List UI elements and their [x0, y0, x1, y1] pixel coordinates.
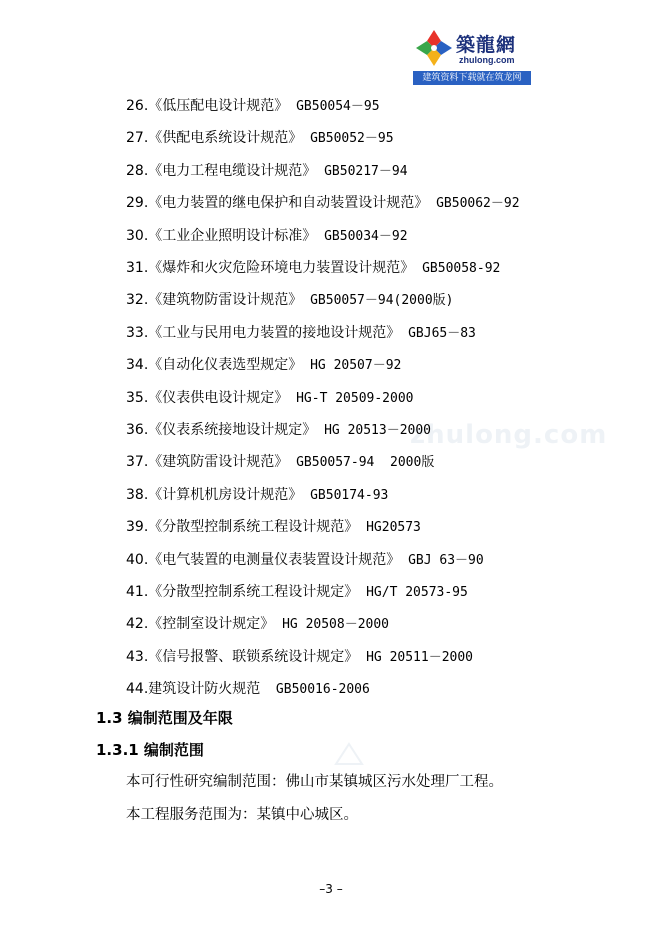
page-number: –3 – [319, 882, 343, 896]
list-item-code: GB50057－94(2000版) [302, 293, 454, 308]
list-item [126, 582, 468, 603]
paragraph: 本工程服务范围为：某镇中心城区。 [126, 807, 358, 823]
list-item-code: GB50058-92 [414, 261, 501, 276]
list-item-number: 35. [126, 390, 149, 406]
list-item-number: 27. [126, 130, 149, 146]
logo-brand-url: zhulong.com [459, 55, 515, 65]
list-item [126, 128, 394, 149]
list-item-number: 42. [126, 616, 149, 632]
list-item-number: 36. [126, 422, 149, 438]
list-item-code: HG 20513－2000 [316, 423, 432, 438]
list-item-code: GB50034－92 [316, 229, 408, 244]
list-item-title: 《电力工程电缆设计规范》 [148, 163, 317, 179]
list-item-title: 《爆炸和火灾危险环境电力装置设计规范》 [148, 260, 415, 276]
list-item [126, 161, 408, 182]
list-item-code: GB50174-93 [302, 488, 389, 503]
list-item-code: HG 20511－2000 [358, 650, 474, 665]
list-item-title: 《自动化仪表选型规定》 [148, 357, 303, 373]
list-item-title: 《低压配电设计规范》 [148, 98, 289, 114]
subsection-heading: 1.3.1 编制范围 [96, 741, 204, 759]
list-item-number: 33. [126, 325, 149, 341]
list-item-code: GB50054－95 [288, 99, 380, 114]
list-item [126, 517, 421, 538]
list-item-code: HG 20507－92 [302, 358, 402, 373]
list-item-title: 《仪表系统接地设计规定》 [148, 422, 317, 438]
list-item-code: GB50217－94 [316, 164, 408, 179]
watermark-icon [334, 742, 364, 770]
logo-slogan: 建筑资料下载就在筑龙网 [413, 71, 531, 85]
list-item-code: HG/T 20573-95 [358, 585, 468, 600]
list-item [126, 323, 476, 344]
list-item [126, 226, 408, 247]
list-item [126, 355, 401, 376]
list-item-title: 《建筑物防雷设计规范》 [148, 292, 303, 308]
list-item [126, 647, 473, 668]
list-item-number: 40. [126, 552, 149, 568]
list-item-title: 《工业与民用电力装置的接地设计规范》 [148, 325, 401, 341]
list-item-number: 39. [126, 519, 149, 535]
list-item [126, 420, 431, 441]
list-item-title: 《分散型控制系统工程设计规范》 [148, 519, 359, 535]
list-item-number: 38. [126, 487, 149, 503]
list-item-code: GBJ 63－90 [400, 553, 484, 568]
list-item-title: 《电气装置的电测量仪表装置设计规范》 [148, 552, 401, 568]
list-item-number: 34. [126, 357, 149, 373]
list-item [126, 290, 454, 311]
list-item-code: HG-T 20509-2000 [288, 391, 414, 406]
list-item-title: 《分散型控制系统工程设计规定》 [148, 584, 359, 600]
list-item-number: 44. [126, 681, 149, 697]
list-item-number: 32. [126, 292, 149, 308]
list-item-title: 建筑设计防火规范 [148, 681, 261, 697]
list-item [126, 193, 520, 214]
list-item-number: 43. [126, 649, 149, 665]
zhulong-pinwheel-icon [414, 28, 454, 68]
list-item-code: HG 20508－2000 [274, 617, 390, 632]
list-item-title: 《信号报警、联锁系统设计规定》 [148, 649, 359, 665]
list-item-number: 31. [126, 260, 149, 276]
list-item-title: 《计算机机房设计规范》 [148, 487, 303, 503]
list-item [126, 258, 500, 279]
list-item-code: GBJ65－83 [400, 326, 476, 341]
paragraph: 本可行性研究编制范围：佛山市某镇城区污水处理厂工程。 [126, 774, 503, 790]
list-item-number: 26. [126, 98, 149, 114]
zhulong-logo [412, 26, 532, 86]
list-item-title: 《工业企业照明设计标准》 [148, 228, 317, 244]
list-item [126, 452, 434, 473]
list-item-title: 《供配电系统设计规范》 [148, 130, 303, 146]
watermark: zhulong.com [410, 420, 608, 450]
list-item [126, 550, 484, 571]
list-item-title: 《建筑防雷设计规范》 [148, 454, 289, 470]
list-item-code: HG20573 [358, 520, 421, 535]
list-item-code: GB50052－95 [302, 131, 394, 146]
logo-brand-name: 築龍網 [456, 34, 517, 56]
list-item-number: 41. [126, 584, 149, 600]
list-item [126, 96, 380, 117]
list-item-code: GB50016-2006 [260, 682, 370, 697]
list-item-code: GB50057-94 2000版 [288, 455, 435, 470]
list-item [126, 485, 388, 506]
list-item-code: GB50062－92 [428, 196, 520, 211]
section-heading: 1.3 编制范围及年限 [96, 709, 233, 727]
list-item-number: 30. [126, 228, 149, 244]
list-item-title: 《电力装置的继电保护和自动装置设计规范》 [148, 195, 429, 211]
list-item [126, 388, 414, 409]
list-item [126, 614, 389, 635]
list-item-number: 29. [126, 195, 149, 211]
list-item-title: 《控制室设计规定》 [148, 616, 275, 632]
list-item-number: 28. [126, 163, 149, 179]
list-item-number: 37. [126, 454, 149, 470]
list-item-title: 《仪表供电设计规定》 [148, 390, 289, 406]
list-item [126, 679, 370, 700]
